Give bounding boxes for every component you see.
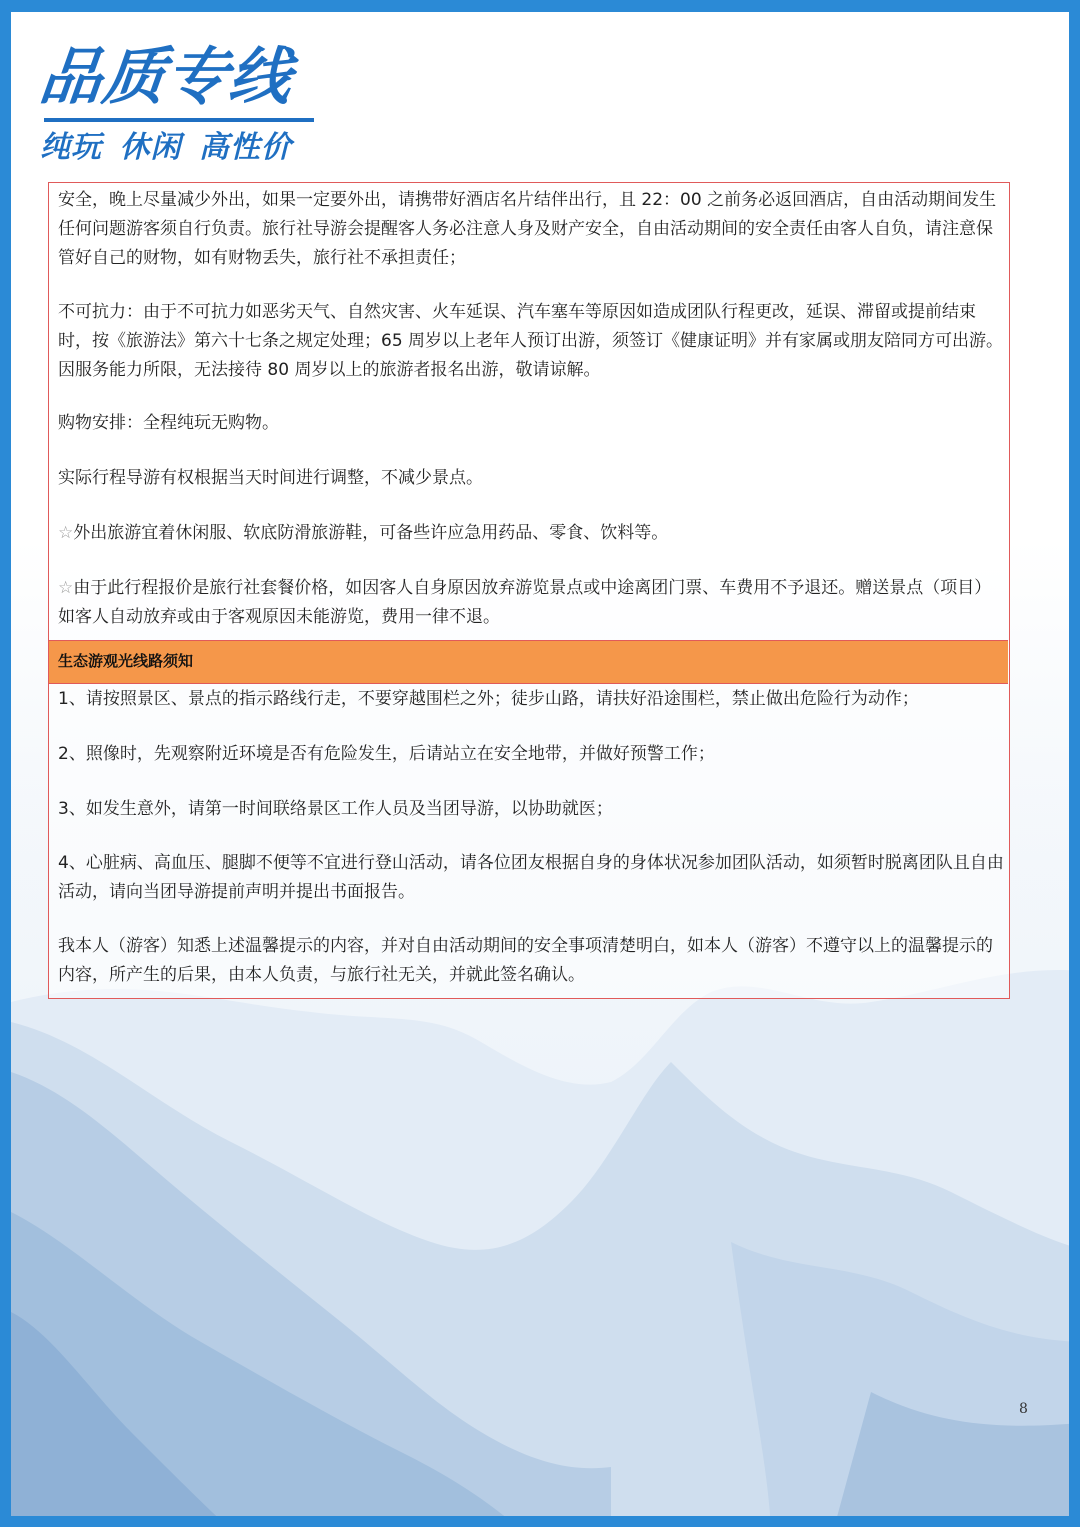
safety-paragraph: 安全，晚上尽量减少外出，如果一定要外出，请携带好酒店名片结伴出行，且 22：00 之前务必返回酒店，自由活动期间发生任何问题游客须自行负责。旅行社导游会提醒客人务必注意人身及财产安全，自由活动期间的安全责任由客人自负，请注意保管好自己的财物，如有财物丢失，旅行社不承担责任；: [58, 190, 997, 268]
shopping-paragraph: 购物安排：全程纯玩无购物。: [58, 413, 279, 433]
eco-item-3: 3、如发生意外，请第一时间联络景区工作人员及当团导游，以协助就医；: [58, 799, 613, 819]
eco-section-title: 生态游观光线路须知: [58, 652, 194, 670]
notice-box: [48, 182, 1010, 999]
eco-item-1: 1、请按照景区、景点的指示路线行走，不要穿越围栏之外；徒步山路，请扶好沿途围栏，禁止做出危险行为动作；: [58, 689, 919, 709]
declaration-paragraph: 我本人（游客）知悉上述温馨提示的内容，并对自由活动期间的安全事项清楚明白，如本人（游客）不遵守以上的温馨提示的内容，所产生的后果，由本人负责，与旅行社无关，并就此签名确认。: [58, 936, 993, 985]
clothing-text: 外出旅游宜着休闲服、软底防滑旅游鞋，可备些许应急用药品、零食、饮料等。: [73, 523, 669, 543]
star-icon: ☆: [58, 578, 74, 598]
itinerary-adjust-paragraph: 实际行程导游有权根据当天时间进行调整，不减少景点。: [58, 468, 483, 488]
page-number: 8: [1019, 1401, 1028, 1417]
refund-paragraph: [58, 574, 1004, 632]
clothing-paragraph: [58, 519, 1004, 548]
brand-title: 品质专线: [36, 40, 296, 113]
eco-item-2: 2、照像时，先观察附近环境是否有危险发生，后请站立在安全地带，并做好预警工作；: [58, 744, 715, 764]
star-icon: ☆: [58, 523, 74, 543]
eco-item-4: 4、心脏病、高血压、腿脚不便等不宜进行登山活动，请各位团友根据自身的身体状况参加团队活动，如须暂时脱离团队且自由活动，请向当团导游提前声明并提出书面报告。: [58, 853, 1004, 902]
eco-section-header: [49, 640, 1008, 684]
refund-text: 由于此行程报价是旅行社套餐价格，如因客人自身原因放弃游览景点或中途离团门票、车费用不予退还。赠送景点（项目）如客人自动放弃或由于客观原因未能游览，费用一律不退。: [58, 578, 992, 627]
force-majeure-paragraph: 不可抗力：由于不可抗力如恶劣天气、自然灾害、火车延误、汽车塞车等原因如造成团队行程更改，延误、滞留或提前结束时，按《旅游法》第六十七条之规定处理；65 周岁以上老年人预订出游，须签订《健康证明》并有家属或朋友陪同方可出游。因服务能力所限，无法接待 80 周岁以上的旅游者报名出游，敬请谅解。: [58, 302, 1004, 380]
brand-underline: [44, 118, 314, 122]
brand-subtitle: 纯玩 休闲 高性价: [40, 130, 292, 165]
